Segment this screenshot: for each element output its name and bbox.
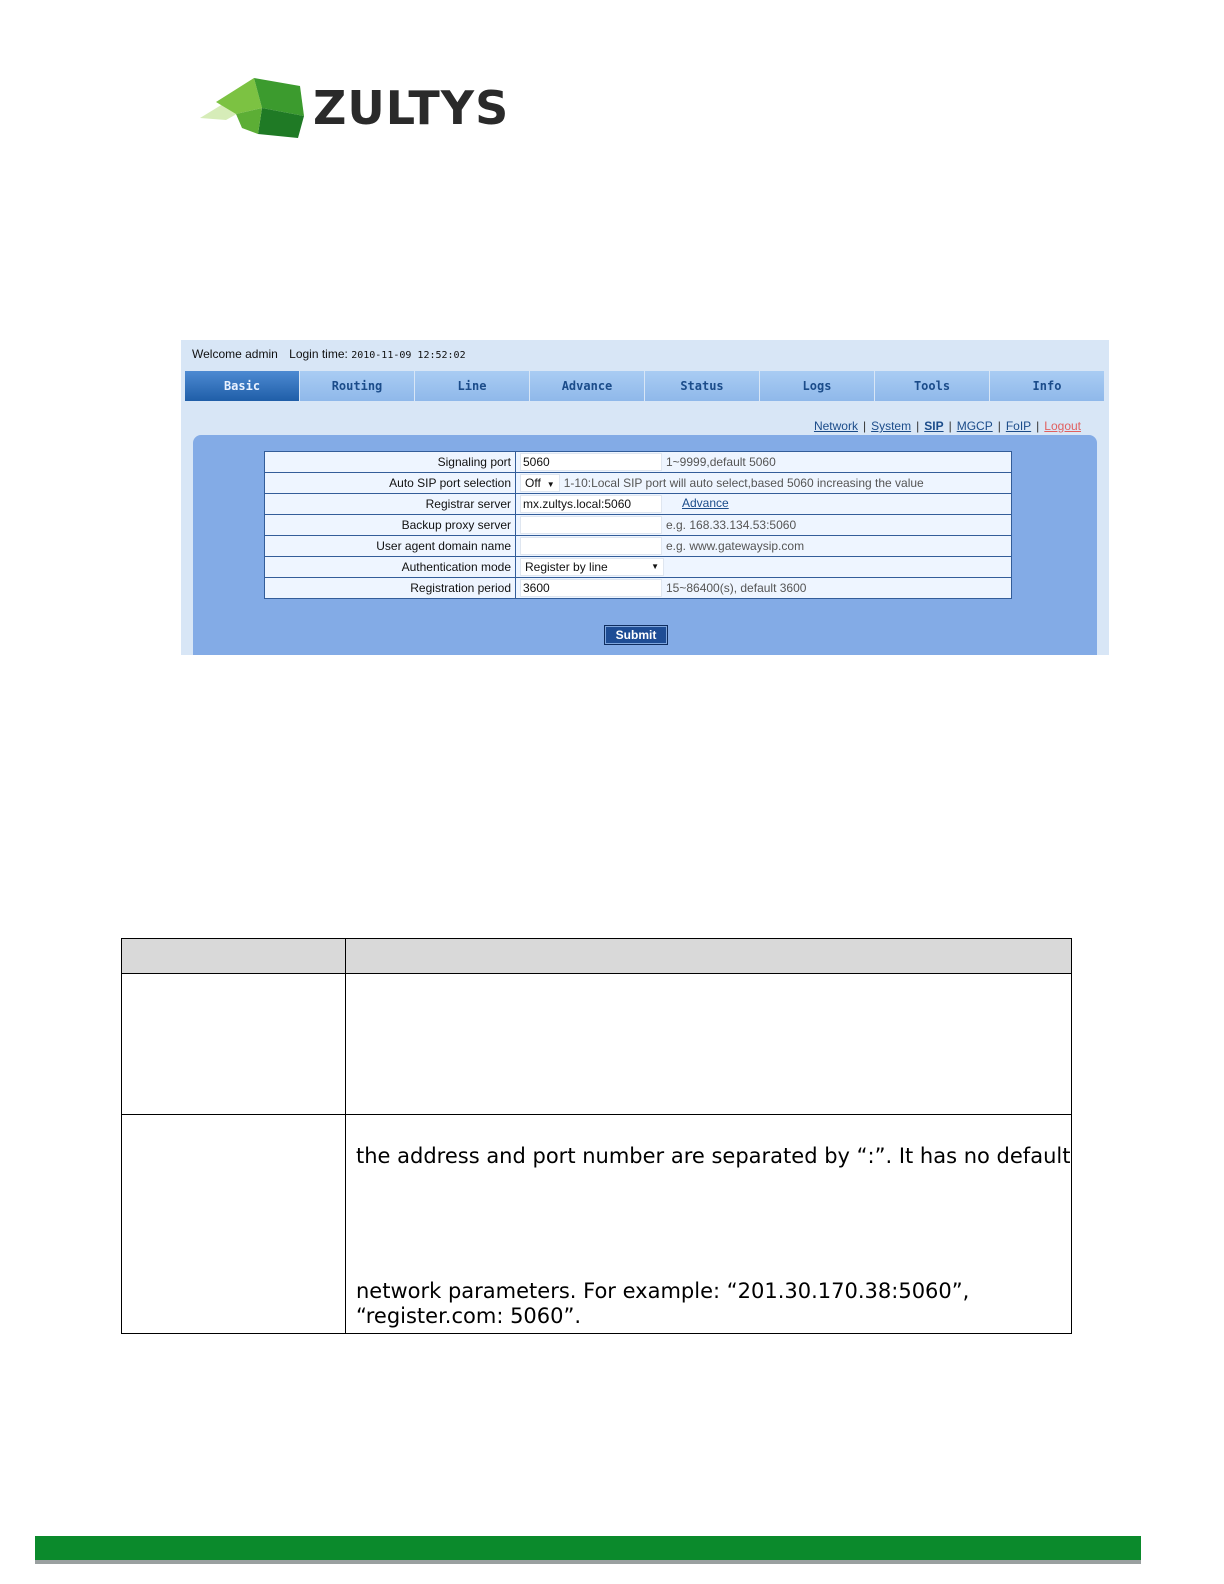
- auto-sip-select[interactable]: [520, 474, 560, 492]
- table-header-cell: [346, 939, 1072, 974]
- auth-mode-cell: [516, 557, 1012, 578]
- description-line: network parameters. For example: “201.30.170.38:5060”,: [356, 1279, 970, 1303]
- auth-mode-value: Register by line: [525, 560, 608, 574]
- login-time-label: Login time:: [289, 347, 348, 361]
- form-row: [265, 578, 1012, 599]
- form-row: [265, 536, 1012, 557]
- sip-settings-panel: [193, 435, 1097, 655]
- separator: |: [1036, 419, 1040, 433]
- ua-domain-hint: e.g. www.gatewaysip.com: [666, 539, 805, 553]
- table-row: [122, 974, 1072, 1115]
- main-tabs: [185, 371, 1105, 401]
- welcome-bar: [192, 347, 466, 361]
- table-header-row: [122, 939, 1072, 974]
- auth-mode-label: Authentication mode: [265, 557, 516, 578]
- backup-proxy-input[interactable]: [520, 516, 662, 534]
- sub-navigation: [814, 419, 1081, 433]
- backup-proxy-hint: e.g. 168.33.134.53:5060: [666, 518, 797, 532]
- tab-routing[interactable]: Routing: [300, 371, 415, 401]
- registrar-description: [346, 1115, 1071, 1333]
- table-cell: [346, 1115, 1072, 1334]
- logo-mark-icon: [196, 72, 308, 144]
- table-header-cell: [122, 939, 346, 974]
- registrar-cell: [516, 494, 1012, 515]
- auto-sip-label: Auto SIP port selection: [265, 473, 516, 494]
- reg-period-input[interactable]: 3600: [520, 579, 662, 597]
- tab-logs[interactable]: Logs: [760, 371, 875, 401]
- sip-settings-form: [264, 451, 1012, 599]
- registrar-label: Registrar server: [265, 494, 516, 515]
- dropdown-arrow-icon: ▼: [546, 480, 555, 489]
- description-block: [356, 1279, 969, 1329]
- ua-domain-input[interactable]: [520, 537, 662, 555]
- form-row: [265, 494, 1012, 515]
- sublink-foip[interactable]: FoIP: [1005, 419, 1032, 433]
- registrar-input[interactable]: mx.zultys.local:5060: [520, 495, 662, 513]
- form-row: [265, 452, 1012, 473]
- table-cell: [122, 1115, 346, 1334]
- tab-advance[interactable]: Advance: [530, 371, 645, 401]
- logout-link[interactable]: Logout: [1044, 419, 1081, 433]
- reg-period-label: Registration period: [265, 578, 516, 599]
- signaling-port-cell: [516, 452, 1012, 473]
- tab-tools[interactable]: Tools: [875, 371, 990, 401]
- sublink-sip[interactable]: SIP: [924, 419, 944, 433]
- reg-period-hint: 15~86400(s), default 3600: [666, 581, 807, 595]
- footer-bar: [35, 1536, 1141, 1562]
- ua-domain-label: User agent domain name: [265, 536, 516, 557]
- description-line: the address and port number are separated by “:”. It has no default: [356, 1144, 1071, 1168]
- auto-sip-cell: [516, 473, 1012, 494]
- footer-shadow: [35, 1560, 1141, 1564]
- signaling-port-input[interactable]: 5060: [520, 453, 662, 471]
- tab-line[interactable]: Line: [415, 371, 530, 401]
- tab-basic[interactable]: Basic: [185, 371, 300, 401]
- form-row: [265, 557, 1012, 578]
- auto-sip-value: Off: [525, 476, 541, 490]
- sublink-system[interactable]: System: [871, 419, 912, 433]
- table-cell: [346, 974, 1072, 1115]
- zultys-logo: [196, 72, 516, 144]
- sublink-network[interactable]: Network: [813, 419, 858, 433]
- table-row: [122, 1115, 1072, 1334]
- ua-domain-cell: [516, 536, 1012, 557]
- auto-sip-hint: 1-10:Local SIP port will auto select,based 5060 increasing the value: [563, 476, 924, 490]
- backup-proxy-cell: [516, 515, 1012, 536]
- sublink-mgcp[interactable]: MGCP: [956, 419, 993, 433]
- tab-status[interactable]: Status: [645, 371, 760, 401]
- parameter-table: [121, 938, 1072, 1334]
- separator: |: [948, 419, 952, 433]
- welcome-text: Welcome admin: [192, 347, 278, 361]
- separator: |: [862, 419, 867, 433]
- submit-button[interactable]: Submit: [604, 625, 668, 645]
- table-cell: [122, 974, 346, 1115]
- signaling-port-label: Signaling port: [265, 452, 516, 473]
- separator: |: [997, 419, 1001, 433]
- auth-mode-select[interactable]: [520, 558, 664, 576]
- reg-period-cell: [516, 578, 1012, 599]
- signaling-port-hint: 1~9999,default 5060: [666, 455, 776, 469]
- description-line: “register.com: 5060”.: [356, 1304, 582, 1328]
- logo-wordmark: ZULTYS: [313, 81, 510, 135]
- backup-proxy-label: Backup proxy server: [265, 515, 516, 536]
- dropdown-arrow-icon: ▼: [651, 562, 659, 571]
- separator: |: [916, 419, 920, 433]
- form-row: [265, 515, 1012, 536]
- form-row: [265, 473, 1012, 494]
- web-ui-screenshot: [181, 340, 1109, 655]
- tab-info[interactable]: Info: [990, 371, 1105, 401]
- advance-link[interactable]: Advance: [682, 496, 729, 511]
- login-time-value: 2010-11-09 12:52:02: [351, 350, 466, 361]
